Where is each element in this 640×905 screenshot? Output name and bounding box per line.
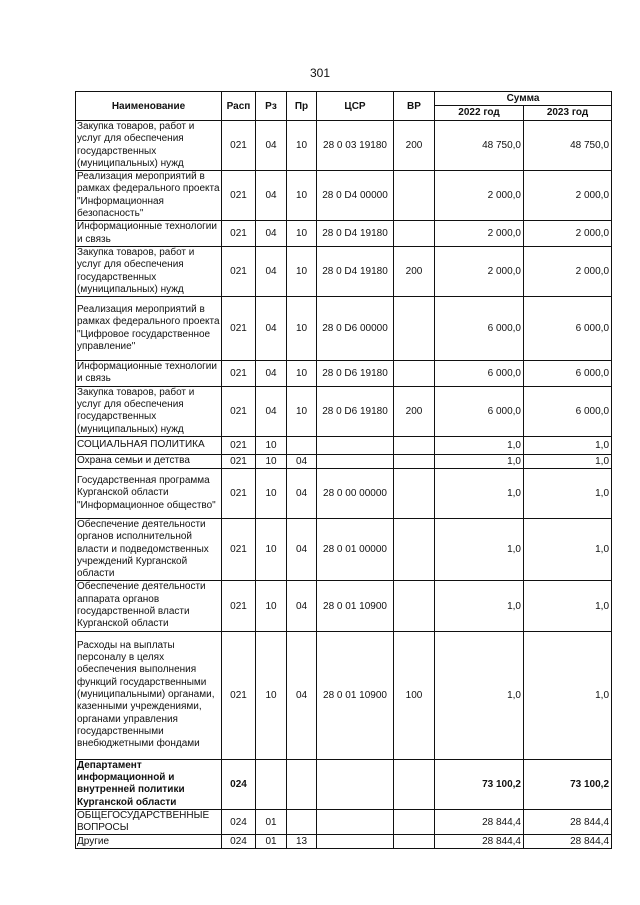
cell-rasp: 021: [222, 581, 256, 631]
cell-2023: 28 844,4: [524, 835, 612, 849]
cell-csr: [317, 436, 394, 454]
cell-rasp: 021: [222, 518, 256, 580]
cell-vr: 100: [394, 631, 435, 759]
cell-name: СОЦИАЛЬНАЯ ПОЛИТИКА: [76, 436, 222, 454]
cell-pr: 04: [287, 468, 317, 518]
cell-rz: 04: [256, 121, 287, 171]
cell-2022: 1,0: [435, 468, 524, 518]
cell-pr: [287, 759, 317, 809]
cell-2022: 6 000,0: [435, 386, 524, 436]
header-rasp: Расп: [222, 92, 256, 121]
cell-name: Обеспечение деятельности органов исполнительной власти и подведомственных учреждений Курганской области: [76, 518, 222, 580]
table-row: [76, 809, 612, 835]
cell-rasp: 021: [222, 631, 256, 759]
cell-pr: 10: [287, 361, 317, 387]
table-row: [76, 221, 612, 247]
cell-pr: 10: [287, 297, 317, 361]
table-row: [76, 436, 612, 454]
cell-vr: 200: [394, 121, 435, 171]
cell-vr: [394, 297, 435, 361]
cell-2022: 1,0: [435, 436, 524, 454]
cell-2023: 1,0: [524, 468, 612, 518]
cell-2022: 1,0: [435, 454, 524, 468]
cell-rz: 04: [256, 386, 287, 436]
cell-rz: 04: [256, 246, 287, 296]
cell-rz: 01: [256, 809, 287, 835]
table-row: [76, 171, 612, 221]
cell-rasp: 021: [222, 297, 256, 361]
cell-csr: 28 0 01 10900: [317, 581, 394, 631]
table-row: [76, 454, 612, 468]
cell-name: Информационные технологии и связь: [76, 221, 222, 247]
cell-csr: 28 0 D4 00000: [317, 171, 394, 221]
cell-csr: 28 0 01 10900: [317, 631, 394, 759]
cell-vr: [394, 581, 435, 631]
table-row: [76, 631, 612, 759]
cell-rz: 10: [256, 631, 287, 759]
cell-csr: 28 0 D6 19180: [317, 386, 394, 436]
cell-name: Закупка товаров, работ и услуг для обеспечения государственных (муниципальных) нужд: [76, 246, 222, 296]
cell-name: ОБЩЕГОСУДАРСТВЕННЫЕ ВОПРОСЫ: [76, 809, 222, 835]
cell-rz: 01: [256, 835, 287, 849]
cell-pr: 10: [287, 121, 317, 171]
cell-name: Охрана семьи и детства: [76, 454, 222, 468]
cell-rz: 10: [256, 436, 287, 454]
cell-name: Реализация мероприятий в рамках федерального проекта "Информационная безопасность": [77, 171, 220, 220]
cell-pr: [287, 436, 317, 454]
cell-2022: 28 844,4: [435, 809, 524, 835]
cell-rasp: 021: [222, 361, 256, 387]
cell-2022: 28 844,4: [435, 835, 524, 849]
cell-pr: 04: [287, 631, 317, 759]
table-row: [76, 121, 612, 171]
cell-2022: 48 750,0: [435, 121, 524, 171]
table-row: [76, 759, 612, 809]
cell-2023: 1,0: [524, 581, 612, 631]
cell-pr: 10: [287, 246, 317, 296]
cell-name: Расходы на выплаты персоналу в целях обеспечения выполнения функций государственными (муниципальными) органами, казенными учреждениями, органами управления государственными внебюджетными фондами: [76, 631, 222, 759]
cell-2022: 6 000,0: [435, 361, 524, 387]
cell-pr: 04: [287, 454, 317, 468]
cell-vr: 200: [394, 246, 435, 296]
cell-rz: 04: [256, 171, 287, 221]
cell-rasp: 021: [222, 454, 256, 468]
cell-vr: [394, 835, 435, 849]
cell-rasp: 021: [222, 171, 256, 221]
cell-rz: 04: [256, 297, 287, 361]
cell-csr: [317, 454, 394, 468]
cell-2022: 2 000,0: [435, 171, 524, 221]
cell-2022: 2 000,0: [435, 246, 524, 296]
cell-rasp: 021: [222, 386, 256, 436]
table-row: [76, 297, 612, 361]
cell-pr: [287, 809, 317, 835]
cell-2022: 73 100,2: [435, 759, 524, 809]
cell-rasp: 024: [222, 759, 256, 809]
cell-2023: 2 000,0: [524, 171, 612, 221]
cell-rz: 10: [256, 518, 287, 580]
cell-rasp: 021: [222, 468, 256, 518]
cell-pr: 04: [287, 581, 317, 631]
cell-rz: [256, 759, 287, 809]
cell-2023: 6 000,0: [524, 297, 612, 361]
cell-rz: 04: [256, 221, 287, 247]
cell-name: Обеспечение деятельности аппарата органов государственной власти Курганской области: [76, 581, 222, 631]
cell-name: Закупка товаров, работ и услуг для обеспечения государственных (муниципальных) нужд: [76, 121, 222, 171]
cell-vr: [394, 809, 435, 835]
table-row: [76, 518, 612, 580]
cell-vr: [394, 221, 435, 247]
cell-rasp: 021: [222, 121, 256, 171]
cell-name: Информационные технологии и связь: [76, 361, 222, 387]
table-row: [76, 386, 612, 436]
cell-vr: [394, 759, 435, 809]
cell-2022: 2 000,0: [435, 221, 524, 247]
cell-rz: 10: [256, 468, 287, 518]
cell-rasp: 021: [222, 436, 256, 454]
cell-csr: [317, 835, 394, 849]
cell-rz: 10: [256, 454, 287, 468]
cell-pr: 10: [287, 386, 317, 436]
cell-2023: 28 844,4: [524, 809, 612, 835]
cell-2023: 1,0: [524, 454, 612, 468]
cell-2023: 1,0: [524, 631, 612, 759]
cell-pr: 10: [287, 221, 317, 247]
header-rz: Рз: [256, 92, 287, 121]
cell-vr: [394, 361, 435, 387]
cell-csr: [317, 809, 394, 835]
cell-vr: 200: [394, 386, 435, 436]
cell-csr: 28 0 D4 19180: [317, 221, 394, 247]
table-row: [76, 835, 612, 849]
cell-pr: 10: [287, 171, 317, 221]
header-year-2022: 2022 год: [435, 106, 524, 121]
header-year-2023: 2023 год: [524, 106, 612, 121]
cell-csr: 28 0 D4 19180: [317, 246, 394, 296]
table-row: [76, 581, 612, 631]
cell-2022: 1,0: [435, 631, 524, 759]
cell-2023: 1,0: [524, 518, 612, 580]
cell-vr: [394, 518, 435, 580]
budget-table: [75, 91, 612, 849]
cell-2023: 2 000,0: [524, 246, 612, 296]
cell-rz: 04: [256, 361, 287, 387]
header-csr: ЦСР: [317, 92, 394, 121]
cell-2023: 1,0: [524, 436, 612, 454]
cell-name: Департамент информационной и внутренней политики Курганской области: [76, 759, 222, 809]
header-sum: Сумма: [435, 92, 612, 106]
cell-name: Государственная программа Курганской области "Информационное общество": [76, 468, 222, 518]
cell-vr: [394, 436, 435, 454]
cell-rasp: 021: [222, 221, 256, 247]
cell-csr: 28 0 03 19180: [317, 121, 394, 171]
cell-vr: [394, 171, 435, 221]
cell-name: Закупка товаров, работ и услуг для обеспечения государственных (муниципальных) нужд: [76, 386, 222, 436]
cell-csr: 28 0 00 00000: [317, 468, 394, 518]
cell-csr: 28 0 D6 00000: [317, 297, 394, 361]
cell-vr: [394, 454, 435, 468]
table-row: [76, 246, 612, 296]
table-row: [76, 361, 612, 387]
cell-2023: 6 000,0: [524, 386, 612, 436]
cell-csr: 28 0 D6 19180: [317, 361, 394, 387]
cell-2023: 6 000,0: [524, 361, 612, 387]
header-pr: Пр: [287, 92, 317, 121]
cell-csr: [317, 759, 394, 809]
cell-rasp: 024: [222, 835, 256, 849]
header-name: Наименование: [76, 92, 222, 121]
header-vr: ВР: [394, 92, 435, 121]
cell-pr: 13: [287, 835, 317, 849]
table-body: [76, 121, 612, 849]
cell-rasp: 021: [222, 246, 256, 296]
cell-2022: 1,0: [435, 518, 524, 580]
cell-rasp: 024: [222, 809, 256, 835]
cell-name: Другие: [76, 835, 222, 849]
page-number: 301: [309, 66, 331, 80]
cell-2022: 6 000,0: [435, 297, 524, 361]
cell-csr: 28 0 01 00000: [317, 518, 394, 580]
cell-2023: 73 100,2: [524, 759, 612, 809]
cell-2022: 1,0: [435, 581, 524, 631]
table-row: [76, 468, 612, 518]
cell-pr: 04: [287, 518, 317, 580]
cell-2023: 48 750,0: [524, 121, 612, 171]
cell-2023: 2 000,0: [524, 221, 612, 247]
cell-rz: 10: [256, 581, 287, 631]
cell-vr: [394, 468, 435, 518]
cell-name: Реализация мероприятий в рамках федерального проекта "Цифровое государственное управление": [76, 297, 222, 361]
